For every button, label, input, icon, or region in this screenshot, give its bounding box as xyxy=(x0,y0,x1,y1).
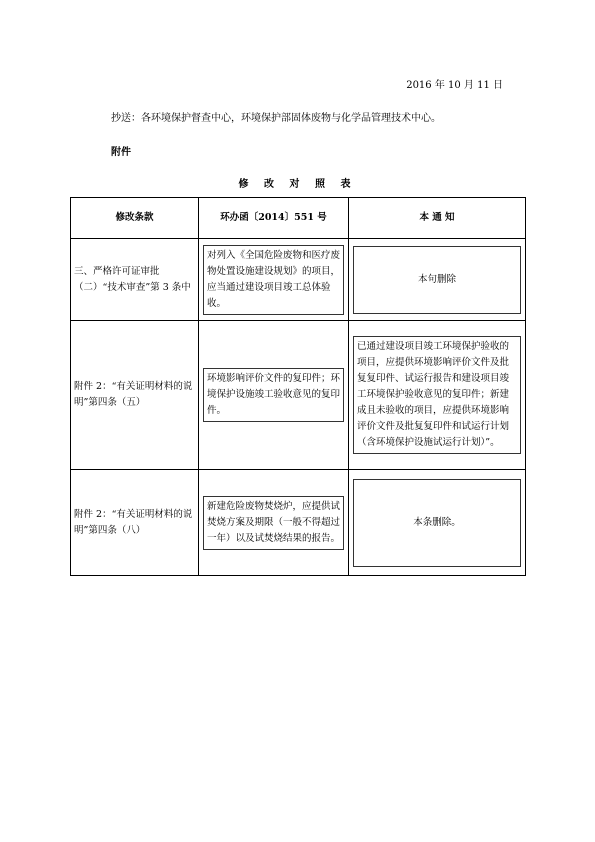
clause-text: 附件 2：“有关证明材料的说明”第四条（五） xyxy=(74,381,193,408)
old-text: 对列入《全国危险废物和医疗废物处置设施建设规划》的项目，应当通过建设项目竣工总体验收。 xyxy=(203,245,344,315)
issue-date: 2016 年 10 月 11 日 xyxy=(406,80,503,91)
header-new-notice: 本 通 知 xyxy=(349,198,526,239)
cc-line: 抄送：各环境保护督查中心，环境保护部固体废物与化学品管理技术中心。 xyxy=(111,113,441,124)
table-row xyxy=(71,321,526,470)
clause-cell xyxy=(71,470,199,576)
new-text-cell xyxy=(349,470,526,576)
table-row xyxy=(71,470,526,576)
attachment-label: 附件 xyxy=(111,147,131,158)
table-header-row xyxy=(71,198,526,239)
comparison-table xyxy=(70,197,526,576)
new-text: 本条删除。 xyxy=(353,479,521,567)
table-title: 修 改 对 照 表 xyxy=(238,179,357,190)
clause-text: 附件 2：“有关证明材料的说明”第四条（八） xyxy=(74,508,193,536)
new-text: 本句删除 xyxy=(353,246,521,314)
old-text: 环境影响评价文件的复印件；环境保护设施竣工验收意见的复印件。 xyxy=(203,368,344,422)
old-text-cell xyxy=(199,321,349,470)
header-old-document: 环办函〔2014〕551 号 xyxy=(199,198,349,239)
old-text: 新建危险废物焚烧炉，应提供试焚烧方案及期限（一般不得超过一年）以及试焚烧结果的报告。 xyxy=(203,496,344,550)
old-text-cell xyxy=(199,239,349,321)
new-text-cell xyxy=(349,321,526,470)
old-text-cell xyxy=(199,470,349,576)
clause-text: 三、严格许可证审批（二）“技术审查”第 3 条中 xyxy=(74,265,191,293)
new-text: 已通过建设项目竣工环境保护验收的项目，应提供环境影响评价文件及批复复印件、试运行报告和建设项目竣工环境保护验收意见的复印件；新建成且未验收的项目，应提供环境影响评价文件及批复复印件和试运行计划（含环境保护设施试运行计划）”。 xyxy=(353,336,521,454)
clause-cell xyxy=(71,239,199,321)
table-row xyxy=(71,239,526,321)
clause-cell xyxy=(71,321,199,470)
header-clause: 修改条款 xyxy=(71,198,199,239)
new-text-cell xyxy=(349,239,526,321)
